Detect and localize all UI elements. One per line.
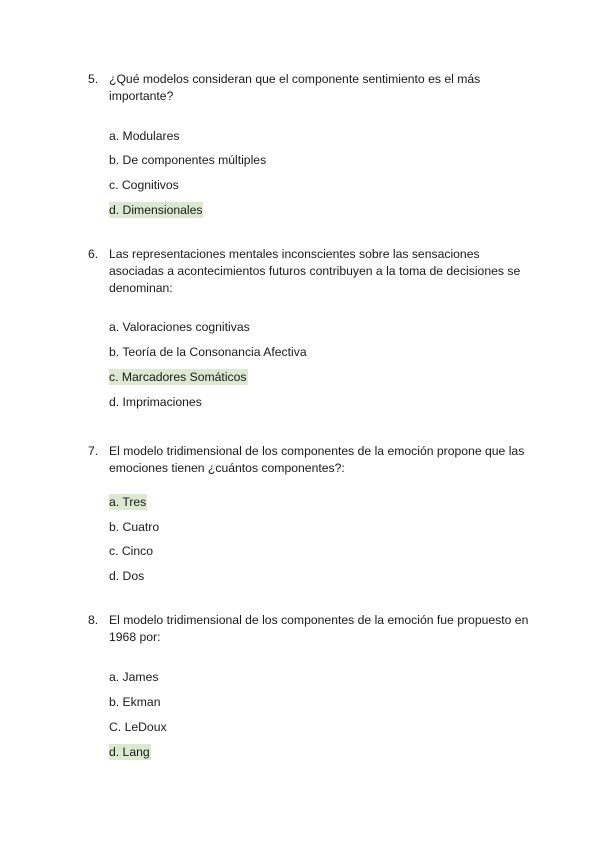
option-label: C. LeDoux — [109, 720, 167, 734]
option-d — [109, 568, 145, 585]
option-a — [109, 128, 180, 145]
option-label: a. Modulares — [109, 129, 180, 143]
option-label-highlighted: d. Dimensionales — [109, 203, 203, 217]
option-label: a. James — [109, 670, 159, 684]
option-c — [109, 719, 168, 736]
option-label: d. Dos — [109, 569, 145, 583]
option-d-correct — [109, 744, 151, 761]
option-b — [109, 152, 267, 169]
option-label: c. Cognitivos — [109, 178, 179, 192]
option-a-correct — [109, 494, 147, 511]
option-label: a. Valoraciones cognitivas — [109, 320, 250, 334]
option-c — [109, 543, 154, 560]
question-text: El modelo tridimensional de los componentes de la emoción propone que las emociones tienen ¿cuántos componentes?: — [109, 444, 525, 475]
option-label: c. Cinco — [109, 544, 154, 558]
option-label-highlighted: c. Marcadores Somáticos — [109, 370, 247, 384]
option-b — [109, 694, 161, 711]
option-c-correct — [109, 369, 248, 386]
option-label: b. Cuatro — [109, 520, 160, 534]
option-d-correct — [109, 202, 203, 219]
question-text: El modelo tridimensional de los componentes de la emoción fue propuesto en 1968 por: — [109, 613, 529, 644]
question-number: 5. — [88, 72, 99, 86]
option-label: b. Teoría de la Consonancia Afectiva — [109, 345, 307, 359]
option-label-highlighted: d. Lang — [109, 745, 150, 759]
question-number: 6. — [88, 247, 99, 261]
option-label: b. Ekman — [109, 695, 161, 709]
option-b — [109, 519, 160, 536]
option-label-highlighted: a. Tres — [109, 495, 147, 509]
question-text: Las representaciones mentales inconscientes sobre las sensaciones asociadas a acontecimientos futuros contribuyen a la toma de decisiones se denominan: — [109, 247, 521, 295]
option-c — [109, 177, 180, 194]
option-a — [109, 669, 159, 686]
option-a — [109, 319, 251, 336]
question-number: 7. — [88, 444, 99, 458]
question-number: 8. — [88, 613, 99, 627]
option-d — [109, 394, 203, 411]
option-label: b. De componentes múltiples — [109, 153, 267, 167]
option-b — [109, 344, 308, 361]
question-text: ¿Qué modelos consideran que el componente sentimiento es el más importante? — [109, 72, 481, 103]
option-label: d. Imprimaciones — [109, 395, 202, 409]
